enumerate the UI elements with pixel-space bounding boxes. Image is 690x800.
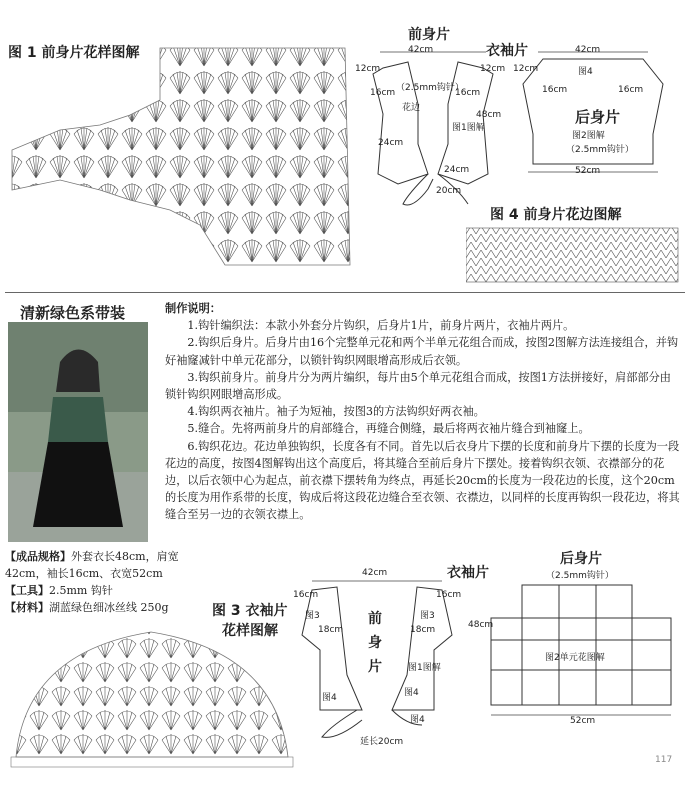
sleeve-title: 衣袖片 xyxy=(486,43,528,59)
model-title: 清新绿色系带装 xyxy=(20,304,126,322)
back-hook-label: （2.5mm钩针） xyxy=(566,145,634,155)
front-shoulder-right: 12cm xyxy=(480,64,506,74)
instruction-item: 1.钩针编织法：本款小外套分片钩织，后身片1片，前身片两片，衣袖片两片。 xyxy=(187,319,575,333)
fig3-sleeve-chart xyxy=(6,612,296,777)
bottom-front-side-left: 16cm xyxy=(293,590,319,600)
bottom-back-hook: （2.5mm钩针） xyxy=(546,571,614,581)
fig3-title-2: 花样图解 xyxy=(222,623,278,639)
front-tie: 20cm xyxy=(436,186,462,196)
spec-material-key: 【材料】 xyxy=(5,601,49,614)
spec-material-value: 湖蓝绿色细冰丝线 250g xyxy=(49,601,169,614)
back-fig2-label: 图2图解 xyxy=(572,131,605,141)
bottom-front-fig3-right: 图3 xyxy=(420,611,435,621)
bottom-sleeve-title: 衣袖片 xyxy=(447,565,489,581)
instructions xyxy=(165,300,680,524)
instruction-item: 3.钩织前身片。前身片分为两片编织，每片由5个单元花组合而成，按图1方法拼接好，肩部部分由锁针钩织网眼增高形成。 xyxy=(165,370,671,402)
spec-size-key: 【成品规格】 xyxy=(5,550,71,563)
bottom-front-char-body: 身 xyxy=(368,635,382,651)
bottom-front-fig4-b: 图4 xyxy=(404,688,419,698)
front-piece-title: 前身片 xyxy=(408,27,450,43)
back-bottom: 52cm xyxy=(575,166,601,176)
bottom-front-sleeve-left: 18cm xyxy=(318,625,344,635)
back-shoulder: 12cm xyxy=(513,64,539,74)
front-hem-right: 24cm xyxy=(444,165,470,175)
bottom-front-side-right: 16cm xyxy=(436,590,462,600)
bottom-front-fig3-left: 图3 xyxy=(305,611,320,621)
page-number: 117 xyxy=(655,755,673,765)
bottom-front-char-front: 前 xyxy=(368,611,382,627)
bottom-front-tie: 延长20cm xyxy=(360,737,404,747)
bottom-back-height: 48cm xyxy=(468,620,494,630)
back-side-right: 16cm xyxy=(618,85,644,95)
spec-tool-value: 2.5mm 钩针 xyxy=(49,584,113,597)
bottom-front-sleeve-right: 18cm xyxy=(410,625,436,635)
spec-tool-key: 【工具】 xyxy=(5,584,49,597)
front-side-left: 16cm xyxy=(370,88,396,98)
fig1-title: 图 1 前身片花样图解 xyxy=(8,45,140,61)
instruction-item: 6.钩织花边。花边单独钩织，长度各有不同。首先以后衣身片下摆的长度和前身片下摆的长度为一段花边的高度，按图4图解钩出这个高度后，将其缝合至前后身片下摆处。接着钩织衣领、衣襟部分的花边，以后衣领中心为起点，前衣襟下摆转角为终点，再延长20cm的长度为一段花边的长度，这个20cm的长度为用作系带的长度，钩成后将这段花边缝合至衣领、衣襟边，以同样的长度再钩织一段花边，将其缝合至另一边的衣领衣襟上。 xyxy=(165,439,680,522)
instruction-item: 2.钩织后身片。后身片由16个完整单元花和两个半单元花组合而成，按图2图解方法连接组合，并钩好袖窿减针中单元花部分，以锁针钩织网眼增高形成后衣领。 xyxy=(165,336,679,367)
fig4-title: 图 4 前身片花边图解 xyxy=(490,207,622,223)
front-hook-label: （2.5mm钩针） xyxy=(396,83,464,93)
fig4-lace-chart xyxy=(466,226,680,286)
instruction-item: 5.缝合。先将两前身片的肩部缝合，再缝合侧缝，最后将两衣袖片缝合到袖窿上。 xyxy=(187,422,590,436)
back-fig4-label: 图4 xyxy=(578,67,593,77)
fig1-crochet-chart xyxy=(0,40,370,270)
front-hem-left: 24cm xyxy=(378,138,404,148)
bottom-front-fig4-c: 图4 xyxy=(410,715,425,725)
front-width: 42cm xyxy=(408,45,434,55)
front-side-right: 16cm xyxy=(455,88,481,98)
bottom-back-title: 后身片 xyxy=(560,551,602,567)
section-divider xyxy=(5,292,685,293)
back-width: 42cm xyxy=(575,45,601,55)
bottom-back-fig2-label: 图2单元花图解 xyxy=(545,653,605,663)
bottom-back-bottom: 52cm xyxy=(570,716,596,726)
fig3-title-1: 图 3 衣袖片 xyxy=(212,603,288,619)
bottom-front-width: 42cm xyxy=(362,568,388,578)
front-lace-label: 花边 xyxy=(402,103,421,113)
model-photo xyxy=(8,322,148,542)
instruction-item: 4.钩织两衣袖片。袖子为短袖，按图3的方法钩织好两衣袖。 xyxy=(187,405,485,419)
bottom-front-char-piece: 片 xyxy=(368,659,382,675)
specs xyxy=(5,548,205,616)
bottom-front-fig1-label: 图1图解 xyxy=(408,663,441,673)
back-piece-title: 后身片 xyxy=(575,108,621,126)
front-height: 48cm xyxy=(476,110,502,120)
front-shoulder-left: 12cm xyxy=(355,64,381,74)
instructions-heading: 制作说明： xyxy=(165,301,221,315)
spec-size-value: 外套衣长48cm，肩宽42cm，袖长16cm、衣宽52cm xyxy=(5,550,179,580)
bottom-front-fig4-a: 图4 xyxy=(322,693,337,703)
front-fig1-label: 图1图解 xyxy=(452,123,485,133)
back-side-left: 16cm xyxy=(542,85,568,95)
